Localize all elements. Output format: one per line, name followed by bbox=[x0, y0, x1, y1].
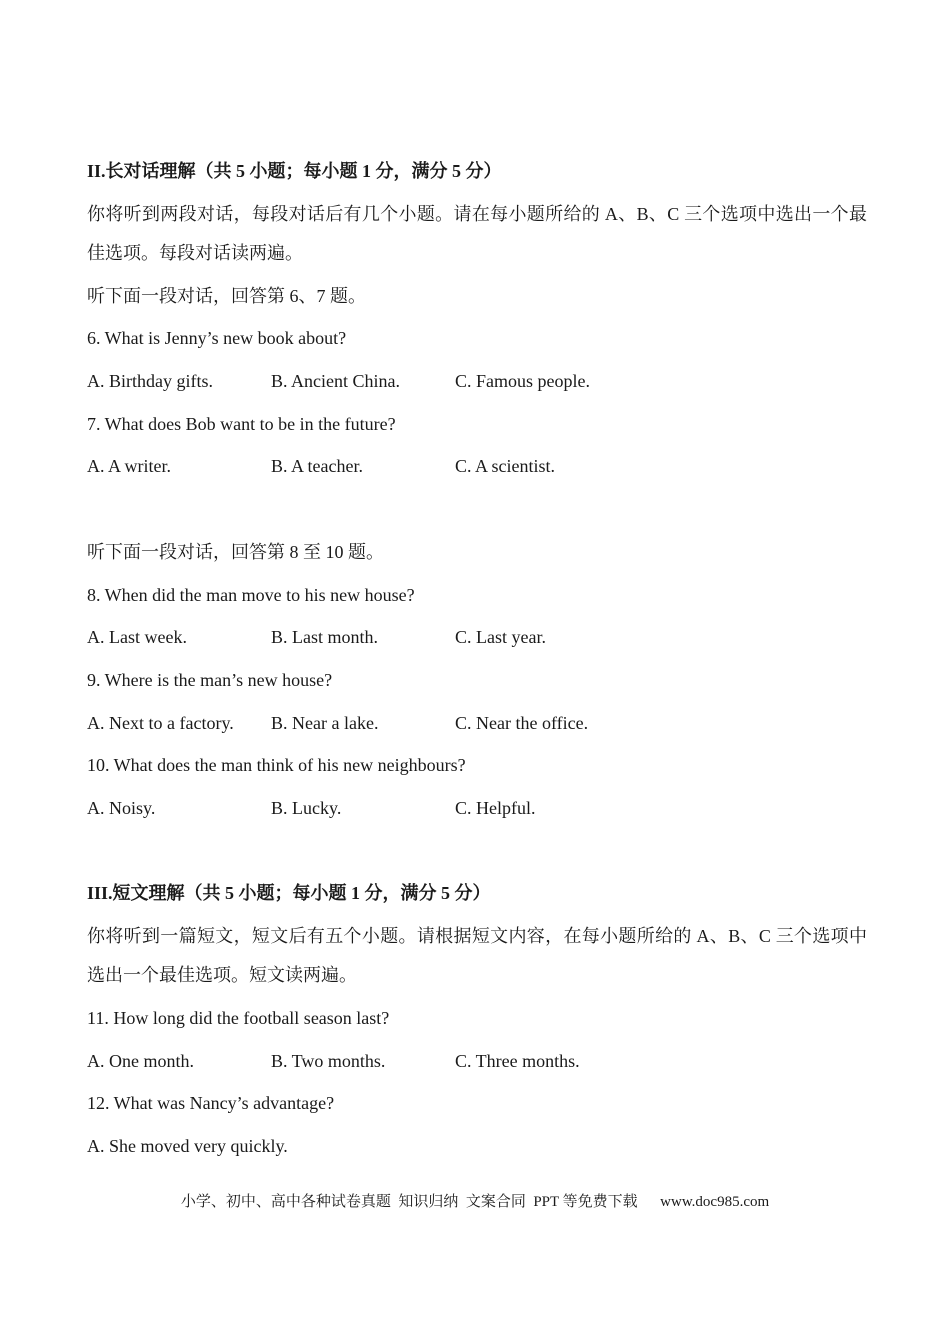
question-6: 6. What is Jenny’s new book about? bbox=[87, 328, 347, 349]
option-a: A. Last week. bbox=[87, 627, 187, 648]
question-7-options bbox=[87, 445, 867, 488]
option-a: A. Next to a factory. bbox=[87, 712, 234, 733]
question-11: 11. How long did the football season last? bbox=[87, 1008, 390, 1028]
option-b: B. Near a lake. bbox=[271, 712, 379, 733]
option-b: B. A teacher. bbox=[271, 456, 363, 477]
question-10-options bbox=[87, 787, 867, 830]
option-b: B. Two months. bbox=[271, 1050, 386, 1071]
option-a: A. Birthday gifts. bbox=[87, 371, 213, 392]
option-b: B. Lucky. bbox=[271, 797, 342, 818]
dialogue-1-intro: 听下面一段对话，回答第 6、7 题。 bbox=[87, 285, 366, 306]
question-9: 9. Where is the man’s new house? bbox=[87, 669, 333, 690]
option-c: C. Last year. bbox=[455, 627, 546, 648]
section-2-heading: II.长对话理解（共 5 小题；每小题 1 分，满分 5 分） bbox=[87, 161, 502, 181]
question-8-options bbox=[87, 616, 867, 659]
section-3-instructions: 你将听到一篇短文，短文后有五个小题。请根据短文内容，在每小题所给的 A、B、C 三个选项中选出一个最佳选项。短文读两遍。 bbox=[87, 926, 867, 985]
page-footer: 小学、初中、高中各种试卷真题 知识归纳 文案合同 PPT 等免费下载 www.doc985.com bbox=[180, 1194, 770, 1210]
option-c: C. Three months. bbox=[455, 1050, 580, 1071]
question-10: 10. What does the man think of his new neighbours? bbox=[87, 755, 466, 776]
exam-page bbox=[87, 150, 867, 1168]
option-c: C. Near the office. bbox=[455, 712, 589, 733]
option-c: C. A scientist. bbox=[455, 456, 556, 477]
question-6-options bbox=[87, 360, 867, 403]
option-b: B. Ancient China. bbox=[271, 371, 400, 392]
option-c: C. Famous people. bbox=[455, 371, 590, 392]
question-11-options bbox=[87, 1040, 867, 1083]
question-7: 7. What does Bob want to be in the future? bbox=[87, 413, 396, 434]
question-8: 8. When did the man move to his new house? bbox=[87, 584, 415, 605]
question-12-option-a: A. She moved very quickly. bbox=[87, 1136, 288, 1157]
spacer bbox=[87, 830, 867, 873]
question-12: 12. What was Nancy’s advantage? bbox=[87, 1093, 335, 1114]
question-9-options bbox=[87, 702, 867, 745]
dialogue-2-intro: 听下面一段对话，回答第 8 至 10 题。 bbox=[87, 541, 384, 562]
option-b: B. Last month. bbox=[271, 627, 378, 648]
section-2-instructions: 你将听到两段对话，每段对话后有几个小题。请在每小题所给的 A、B、C 三个选项中选出一个最佳选项。每段对话读两遍。 bbox=[87, 203, 867, 263]
option-a: A. A writer. bbox=[87, 456, 171, 477]
option-c: C. Helpful. bbox=[455, 797, 536, 818]
option-a: A. Noisy. bbox=[87, 797, 156, 818]
option-a: A. One month. bbox=[87, 1050, 194, 1071]
section-3-heading: III.短文理解（共 5 小题；每小题 1 分，满分 5 分） bbox=[87, 883, 491, 904]
spacer bbox=[87, 488, 867, 531]
